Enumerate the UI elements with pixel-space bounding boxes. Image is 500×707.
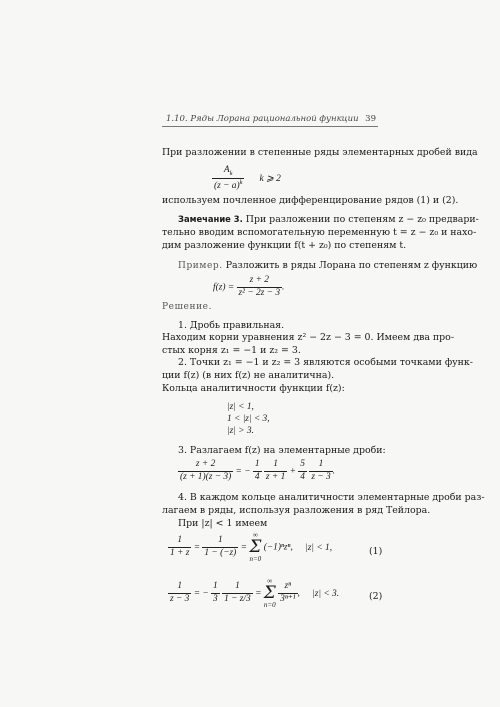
remark-line-1: Замечание 3. При разложении по степеням z − z₀ предвари- (178, 214, 479, 225)
step-2: 2. Точки z₁ = −1 и z₂ = 3 являются особыми точками функ- (178, 357, 473, 368)
page-number: 39 (365, 114, 376, 124)
equation-number-1: (1) (369, 546, 383, 557)
step-1-line-3: стых корня z₁ = −1 и z₂ = 3. (162, 345, 301, 356)
running-header (166, 114, 376, 124)
step-2-line-2: ции f(z) (в них f(z) не аналитична). (162, 370, 335, 381)
ring-3: |z| > 3. (227, 426, 254, 436)
step-2-line-3: Кольца аналитичности функции f(z): (162, 383, 345, 394)
paragraph-2: используем почленное дифференцирование рядов (1) и (2). (162, 195, 459, 206)
step-1: 1. Дробь правильная. (178, 320, 285, 331)
section-title: 1.10. Ряды Лорана рациональной функции (166, 114, 359, 124)
remark-label: Замечание 3. (178, 214, 243, 224)
remark-line-3: дим разложение функции f(t + z₀) по степеням t. (162, 240, 407, 251)
formula-function: f(z) = $\frac{z + 2}{\text{z² − 2z − 3}}$ . (213, 275, 285, 298)
example-label: Пример. (178, 261, 223, 271)
formula-elementary-fraction: $\frac{A_k}{(z - a)^k}$ k ⩾ 2 (214, 165, 281, 192)
equation-1: $\frac{1}{1 + z}$ = $\frac{1}{1 - (-z)}$ = ∞ Σ n=0 (−1)ⁿzⁿ, |z| < 1, (170, 531, 333, 563)
step-4: 4. В каждом кольце аналитичности элементарные дроби раз- (178, 492, 485, 503)
remark-line-2: тельно вводим вспомогательную переменную t = z − z₀ и нахо- (162, 227, 477, 238)
step-3: 3. Разлагаем f(z) на элементарные дроби: (178, 445, 386, 456)
formula-condition: k ⩾ 2 (259, 174, 281, 185)
step-1-line-2: Находим корни уравнения z² − 2z − 3 = 0. Имеем два про- (162, 332, 454, 343)
example-line: Пример. Разложить в ряды Лорана по степеням z функцию (178, 260, 478, 271)
header-rule (162, 126, 378, 127)
paragraph-1: При разложении в степенные ряды элементарных дробей вида (162, 147, 478, 158)
equation-2: $\frac{1}{z - 3}$ = − $\frac{1}{3}$ $\frac{1}{1 - z/3}$ = ∞ Σ n=0 $\frac{\text{zⁿ}}{\text{3ⁿ⁺¹}}$ , |z| < 3. (170, 577, 340, 609)
solution-label: Решение. (162, 302, 213, 312)
ring-1: |z| < 1, (227, 402, 254, 412)
step-4-line-3: При |z| < 1 имеем (178, 518, 268, 529)
ring-2: 1 < |z| < 3, (227, 414, 270, 424)
formula-partial-fractions: $\frac{z + 2}{(z + 1)(z - 3)}$ = − $\frac{1}{4}$ $\frac{1}{z + 1}$ + $\frac{5}{4}$ $\frac{1}{z - 3}$ . (180, 459, 336, 482)
equation-number-2: (2) (369, 591, 383, 602)
step-4-line-2: лагаем в ряды, используя разложения в ряд Тейлора. (162, 505, 431, 516)
